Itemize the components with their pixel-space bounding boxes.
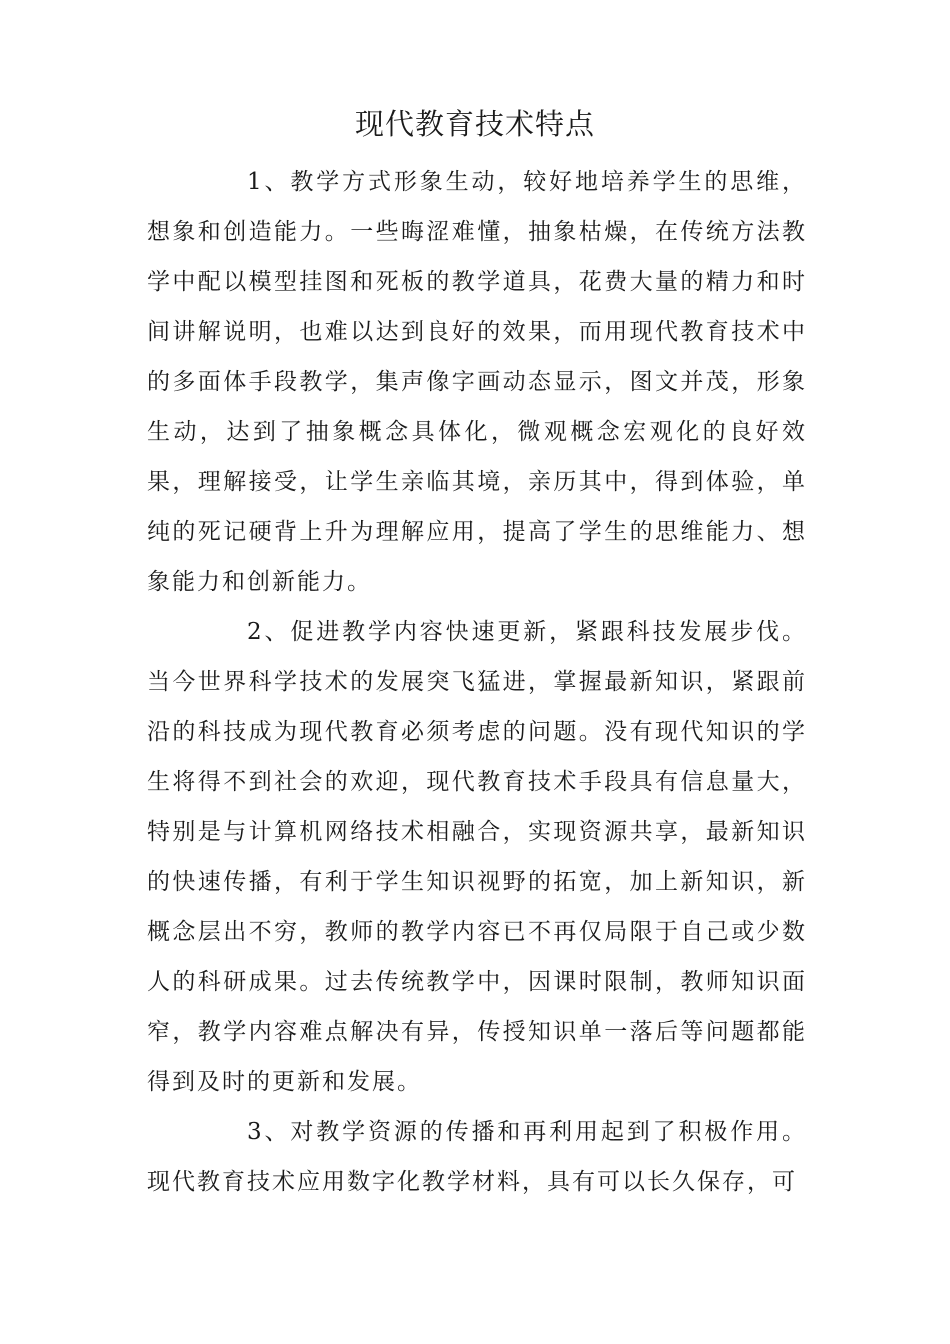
paragraph-1: 1、教学方式形象生动，较好地培养学生的思维，想象和创造能力。一些晦涩难懂，抽象枯燥，在传统方法教学中配以模型挂图和死板的教学道具，花费大量的精力和时间讲解说明，也难以达到良好的效果，而用现代教育技术中的多面体手段教学，集声像字画动态显示，图文并茂，形象生动，达到了抽象概念具体化，微观概念宏观化的良好效果，理解接受，让学生亲临其境，亲历其中，得到体验，单纯的死记硬背上升为理解应用，提高了学生的思维能力、想象能力和创新能力。 [147,169,807,595]
document-title: 现代教育技术特点 [354,107,595,141]
document-body [147,157,807,1207]
paragraph-3: 3、对教学资源的传播和再利用起到了积极作用。现代教育技术应用数字化教学材料，具有可以长久保存，可 [147,1119,807,1195]
paragraph-2: 2、促进教学内容快速更新，紧跟科技发展步伐。当今世界科学技术的发展突飞猛进，掌握最新知识，紧跟前沿的科技成为现代教育必须考虑的问题。没有现代知识的学生将得不到社会的欢迎，现代教育技术手段具有信息量大，特别是与计算机网络技术相融合，实现资源共享，最新知识的快速传播，有利于学生知识视野的拓宽，加上新知识，新概念层出不穷，教师的教学内容已不再仅局限于自己或少数人的科研成果。过去传统教学中，因课时限制，教师知识面窄，教学内容难点解决有异，传授知识单一落后等问题都能得到及时的更新和发展。 [147,619,807,1095]
